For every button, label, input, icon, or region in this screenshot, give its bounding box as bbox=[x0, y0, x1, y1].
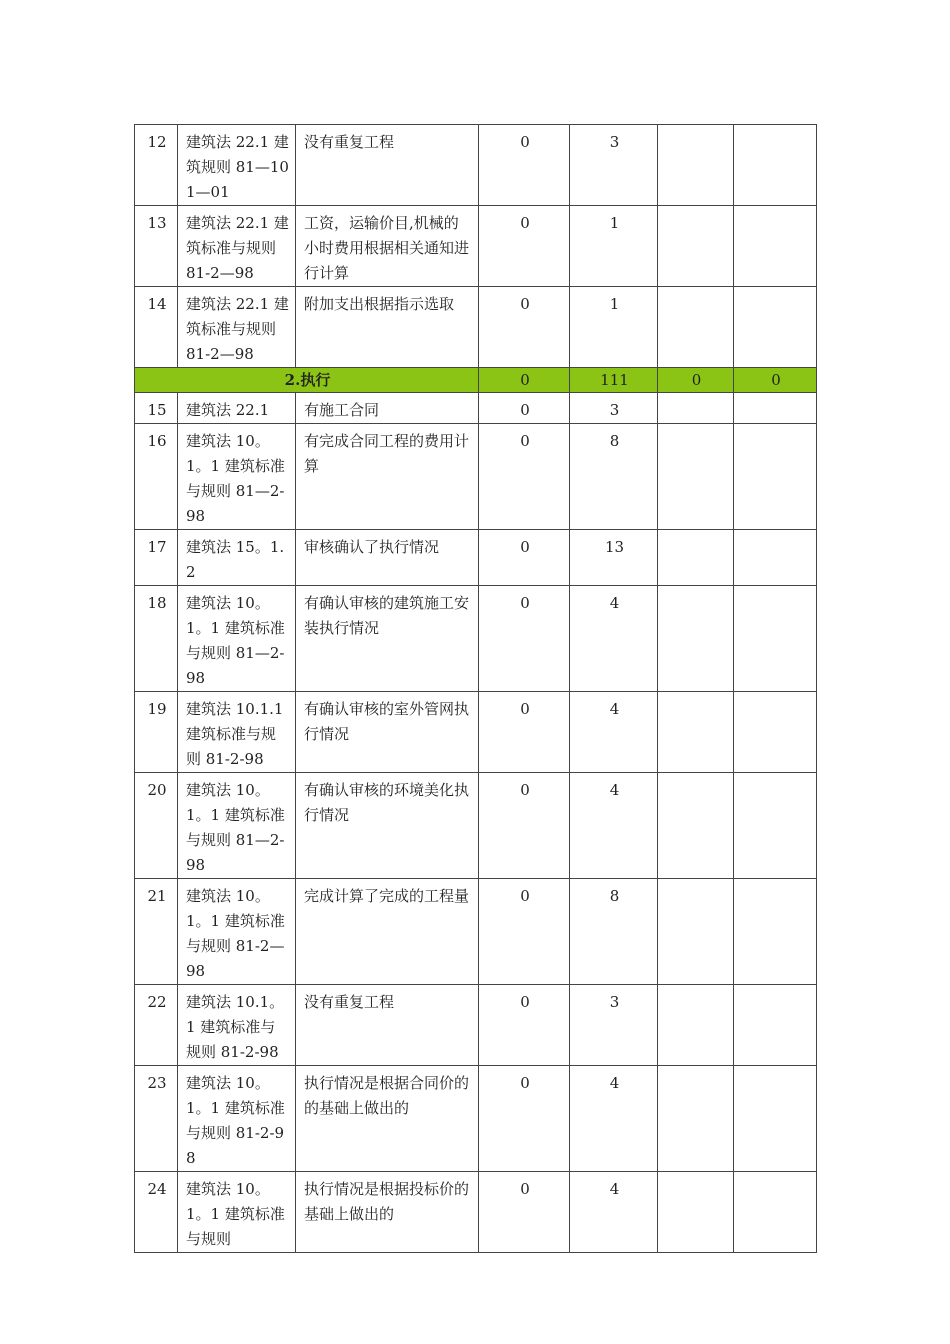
table-row bbox=[135, 287, 817, 368]
value-cell-1: 0 bbox=[479, 530, 570, 586]
value-cell-4 bbox=[734, 393, 817, 424]
value-cell-1: 0 bbox=[479, 1066, 570, 1172]
value-cell-2: 3 bbox=[570, 985, 658, 1066]
row-number: 21 bbox=[135, 879, 178, 985]
legal-basis-cell: 建筑法 22.1 建筑标准与规则 81-2—98 bbox=[178, 287, 296, 368]
value-cell-1: 0 bbox=[479, 206, 570, 287]
value-cell-2: 1 bbox=[570, 206, 658, 287]
legal-basis-cell: 建筑法 22.1 建筑规则 81—101—01 bbox=[178, 125, 296, 206]
row-number: 13 bbox=[135, 206, 178, 287]
check-item-cell: 完成计算了完成的工程量 bbox=[296, 879, 479, 985]
value-cell-4 bbox=[734, 206, 817, 287]
value-cell-2: 3 bbox=[570, 125, 658, 206]
table-row bbox=[135, 206, 817, 287]
row-number: 19 bbox=[135, 692, 178, 773]
value-cell-1: 0 bbox=[479, 287, 570, 368]
legal-basis-cell: 建筑法 10.1.1 建筑标准与规则 81-2-98 bbox=[178, 692, 296, 773]
value-cell-3 bbox=[658, 287, 734, 368]
row-number: 22 bbox=[135, 985, 178, 1066]
check-item-cell: 有确认审核的环境美化执行情况 bbox=[296, 773, 479, 879]
row-number: 15 bbox=[135, 393, 178, 424]
legal-basis-cell: 建筑法 15。1.2 bbox=[178, 530, 296, 586]
row-number: 24 bbox=[135, 1172, 178, 1253]
rows-group-before bbox=[135, 125, 817, 368]
section-cell-4: 0 bbox=[734, 368, 817, 393]
value-cell-4 bbox=[734, 125, 817, 206]
check-item-cell: 有完成合同工程的费用计算 bbox=[296, 424, 479, 530]
value-cell-3 bbox=[658, 424, 734, 530]
value-cell-3 bbox=[658, 692, 734, 773]
check-item-cell: 工资，运输价目,机械的小时费用根据相关通知进行计算 bbox=[296, 206, 479, 287]
value-cell-1: 0 bbox=[479, 879, 570, 985]
check-item-cell: 有施工合同 bbox=[296, 393, 479, 424]
value-cell-1: 0 bbox=[479, 125, 570, 206]
value-cell-3 bbox=[658, 1066, 734, 1172]
table-row bbox=[135, 879, 817, 985]
section-cell-2: 111 bbox=[570, 368, 658, 393]
row-number: 14 bbox=[135, 287, 178, 368]
value-cell-1: 0 bbox=[479, 985, 570, 1066]
value-cell-4 bbox=[734, 1172, 817, 1253]
check-item-cell: 有确认审核的建筑施工安装执行情况 bbox=[296, 586, 479, 692]
value-cell-3 bbox=[658, 393, 734, 424]
value-cell-2: 13 bbox=[570, 530, 658, 586]
row-number: 12 bbox=[135, 125, 178, 206]
value-cell-2: 4 bbox=[570, 773, 658, 879]
value-cell-2: 4 bbox=[570, 586, 658, 692]
check-item-cell: 有确认审核的室外管网执行情况 bbox=[296, 692, 479, 773]
table-row bbox=[135, 530, 817, 586]
section-cell-1: 0 bbox=[479, 368, 570, 393]
value-cell-3 bbox=[658, 125, 734, 206]
value-cell-3 bbox=[658, 1172, 734, 1253]
value-cell-2: 4 bbox=[570, 692, 658, 773]
table-row bbox=[135, 393, 817, 424]
value-cell-4 bbox=[734, 586, 817, 692]
value-cell-3 bbox=[658, 773, 734, 879]
value-cell-2: 3 bbox=[570, 393, 658, 424]
value-cell-3 bbox=[658, 586, 734, 692]
table-row bbox=[135, 985, 817, 1066]
value-cell-1: 0 bbox=[479, 424, 570, 530]
legal-basis-cell: 建筑法 22.1 bbox=[178, 393, 296, 424]
value-cell-4 bbox=[734, 424, 817, 530]
value-cell-4 bbox=[734, 985, 817, 1066]
table-row bbox=[135, 1172, 817, 1253]
check-item-cell: 没有重复工程 bbox=[296, 985, 479, 1066]
value-cell-4 bbox=[734, 692, 817, 773]
check-item-cell: 没有重复工程 bbox=[296, 125, 479, 206]
table-row bbox=[135, 586, 817, 692]
value-cell-1: 0 bbox=[479, 692, 570, 773]
value-cell-1: 0 bbox=[479, 773, 570, 879]
value-cell-2: 4 bbox=[570, 1066, 658, 1172]
value-cell-2: 8 bbox=[570, 424, 658, 530]
table-row bbox=[135, 1066, 817, 1172]
value-cell-3 bbox=[658, 530, 734, 586]
legal-basis-cell: 建筑法 10。1。1 建筑标准与规则 81—2-98 bbox=[178, 424, 296, 530]
table-row bbox=[135, 424, 817, 530]
table-row bbox=[135, 125, 817, 206]
value-cell-2: 1 bbox=[570, 287, 658, 368]
row-number: 18 bbox=[135, 586, 178, 692]
check-item-cell: 审核确认了执行情况 bbox=[296, 530, 479, 586]
value-cell-1: 0 bbox=[479, 393, 570, 424]
legal-basis-cell: 建筑法 10。1。1 建筑标准与规则 81—2-98 bbox=[178, 773, 296, 879]
section-row bbox=[135, 368, 817, 393]
section-group bbox=[135, 368, 817, 393]
value-cell-3 bbox=[658, 206, 734, 287]
section-cell-3: 0 bbox=[658, 368, 734, 393]
value-cell-2: 4 bbox=[570, 1172, 658, 1253]
value-cell-1: 0 bbox=[479, 586, 570, 692]
value-cell-4 bbox=[734, 879, 817, 985]
value-cell-4 bbox=[734, 287, 817, 368]
table-row bbox=[135, 692, 817, 773]
section-title: 2.执行 bbox=[135, 368, 479, 393]
check-item-cell: 执行情况是根据合同价的的基础上做出的 bbox=[296, 1066, 479, 1172]
value-cell-4 bbox=[734, 1066, 817, 1172]
audit-checklist-table bbox=[134, 124, 817, 1253]
row-number: 20 bbox=[135, 773, 178, 879]
legal-basis-cell: 建筑法 10。1。1 建筑标准与规则 81—2-98 bbox=[178, 586, 296, 692]
value-cell-3 bbox=[658, 985, 734, 1066]
table-row bbox=[135, 773, 817, 879]
value-cell-3 bbox=[658, 879, 734, 985]
check-item-cell: 附加支出根据指示选取 bbox=[296, 287, 479, 368]
check-item-cell: 执行情况是根据投标价的基础上做出的 bbox=[296, 1172, 479, 1253]
legal-basis-cell: 建筑法 10。1。1 建筑标准与规则 bbox=[178, 1172, 296, 1253]
row-number: 16 bbox=[135, 424, 178, 530]
value-cell-1: 0 bbox=[479, 1172, 570, 1253]
rows-group-after bbox=[135, 393, 817, 1253]
value-cell-4 bbox=[734, 530, 817, 586]
value-cell-2: 8 bbox=[570, 879, 658, 985]
legal-basis-cell: 建筑法 22.1 建筑标准与规则 81-2—98 bbox=[178, 206, 296, 287]
legal-basis-cell: 建筑法 10。1。1 建筑标准与规则 81-2-98 bbox=[178, 1066, 296, 1172]
row-number: 23 bbox=[135, 1066, 178, 1172]
row-number: 17 bbox=[135, 530, 178, 586]
legal-basis-cell: 建筑法 10.1。1 建筑标准与规则 81-2-98 bbox=[178, 985, 296, 1066]
legal-basis-cell: 建筑法 10。1。1 建筑标准与规则 81-2—98 bbox=[178, 879, 296, 985]
value-cell-4 bbox=[734, 773, 817, 879]
